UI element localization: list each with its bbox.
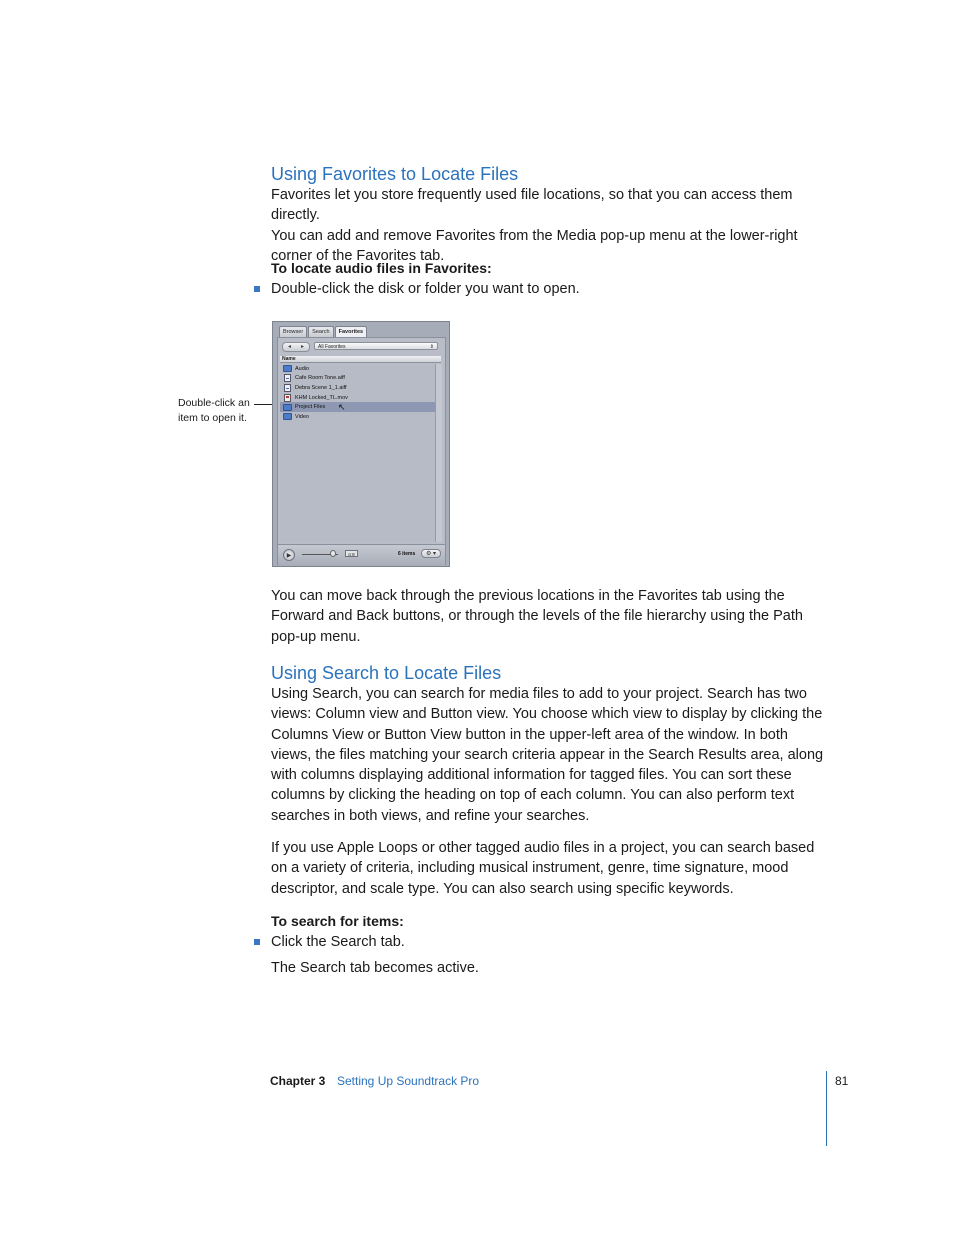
favorites-step: Double-click the disk or folder you want to open.: [271, 281, 580, 297]
path-popup-value: All Favorites: [318, 344, 346, 350]
callout-line: Double-click an: [178, 397, 250, 409]
favorites-window: [272, 321, 450, 567]
list-item-selected[interactable]: [280, 402, 441, 412]
tab-search[interactable]: Search: [308, 326, 333, 337]
apple-loops-line: If you use Apple Loops or other tagged audio files in a project, you can search based: [271, 840, 815, 856]
after-figure-line: You can move back through the previous locations in the Favorites tab using the: [271, 588, 785, 604]
movie-file-icon: [284, 394, 291, 402]
list-item-label: Audio: [295, 365, 310, 372]
search-intro: [271, 684, 831, 826]
search-intro-line: with columns displaying additional information for tagged files. You can sort these: [271, 767, 792, 784]
list-item-label: Project Files: [295, 404, 326, 411]
favorites-heading: Using Favorites to Locate Files: [271, 164, 519, 184]
play-icon[interactable]: ▶: [283, 549, 295, 561]
figure-callout: [178, 396, 250, 426]
list-scrollbar[interactable]: [435, 364, 442, 542]
tab-browser[interactable]: Browser: [279, 326, 307, 337]
list-item[interactable]: [280, 374, 441, 384]
audio-file-icon: [284, 384, 291, 392]
callout-line: item to open it.: [178, 412, 247, 424]
search-intro-line: Using Search, you can search for media files to add to your project. Search has two: [271, 686, 807, 702]
bullet-icon: [254, 286, 260, 292]
apple-loops-line: on a variety of criteria, including musical instrument, genre, time signature, mood: [271, 860, 789, 877]
audio-file-icon: [284, 374, 291, 382]
apple-loops-line: descriptor, and scale type. You can also search using specific keywords.: [271, 880, 734, 897]
path-popup-menu[interactable]: [314, 342, 438, 350]
tab-favorites[interactable]: Favorites: [335, 326, 367, 337]
back-arrow-icon[interactable]: ◂: [287, 344, 291, 350]
bullet-icon: [254, 939, 260, 945]
search-procedure-label: To search for items:: [271, 913, 404, 929]
tab-bar: [279, 326, 368, 337]
folder-icon: [283, 413, 292, 420]
file-list: [280, 364, 441, 542]
footer-divider: [826, 1071, 827, 1146]
search-result: The Search tab becomes active.: [271, 960, 479, 976]
list-item-label: KHM Locked_TL.mov: [295, 394, 348, 401]
page-number: 81: [835, 1074, 849, 1088]
list-item-label: Video: [295, 413, 309, 420]
folder-icon: [283, 404, 292, 411]
view-toggle-button[interactable]: ⊡☰: [345, 550, 358, 557]
search-intro-line: columns by clicking the heading on top of each column. You can also perform text: [271, 787, 795, 804]
apple-loops-paragraph: [271, 838, 831, 899]
favorites-intro-line: corner of the Favorites tab.: [271, 247, 445, 264]
footer-chapter: Chapter 3: [270, 1074, 326, 1088]
search-heading: Using Search to Locate Files: [271, 663, 502, 683]
after-figure-line: Forward and Back buttons, or through the levels of the file hierarchy using the Path: [271, 608, 803, 625]
search-intro-line: Columns View or Button View button in the upper-left area of the window. In both: [271, 726, 788, 743]
list-item[interactable]: [280, 364, 441, 374]
search-intro-line: searches in both views, and refine your searches.: [271, 807, 590, 824]
after-figure-line: pop-up menu.: [271, 628, 361, 645]
mouse-cursor-icon: ↖: [338, 402, 346, 413]
favorites-intro-line: You can add and remove Favorites from the Media pop-up menu at the lower-right: [271, 227, 798, 244]
back-forward-buttons[interactable]: [282, 342, 310, 352]
list-item[interactable]: [280, 412, 441, 422]
list-item-label: Cafe Room Tone.aiff: [295, 375, 345, 382]
popup-arrows-icon: ⇕: [429, 344, 434, 350]
favorites-intro: [271, 185, 831, 266]
favorites-procedure-label: To locate audio files in Favorites:: [271, 260, 492, 276]
favorites-pane: [277, 337, 446, 565]
search-step: Click the Search tab.: [271, 934, 405, 950]
search-intro-line: views, the files matching your search criteria appear in the Search Results area, along: [271, 746, 824, 763]
list-item[interactable]: [280, 393, 441, 403]
footer-chapter-title: Setting Up Soundtrack Pro: [337, 1074, 480, 1088]
folder-icon: [283, 365, 292, 372]
item-count: 6 items: [398, 551, 416, 557]
list-item-label: Debra Scene 1_1.aiff: [295, 384, 347, 391]
favorites-after-figure: [271, 586, 831, 647]
favorites-intro-line: Favorites let you store frequently used file locations, so that you can access them directly.: [271, 187, 793, 224]
search-intro-line: views: Column view and Button view. You choose which view to display by clicking the: [271, 706, 823, 723]
list-item[interactable]: [280, 383, 441, 393]
name-column-header[interactable]: Name: [280, 356, 441, 363]
volume-slider-knob[interactable]: [330, 550, 336, 557]
gear-icon[interactable]: ⚙ ▾: [421, 549, 441, 558]
transport-bar: [278, 544, 445, 565]
forward-arrow-icon[interactable]: ▸: [300, 344, 304, 350]
